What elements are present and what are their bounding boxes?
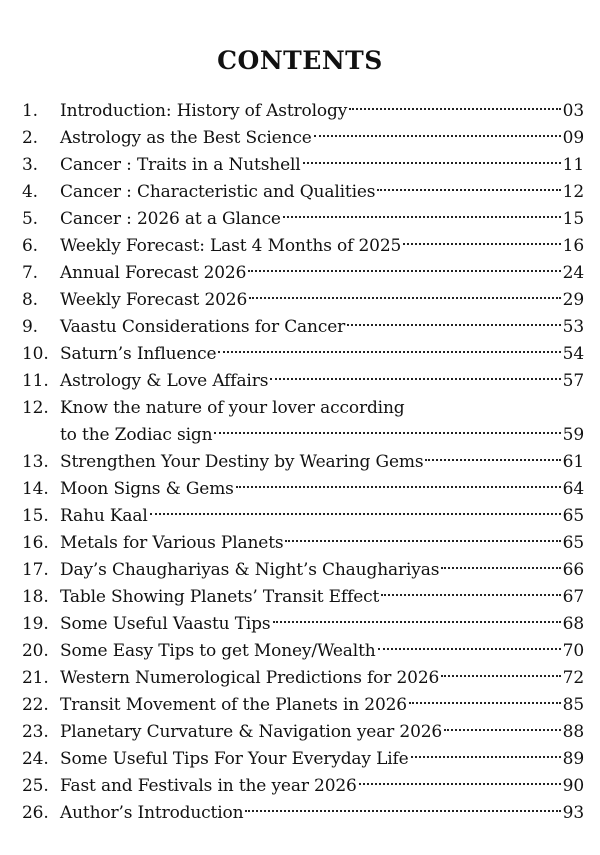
toc-entry (22, 179, 584, 206)
entry-number: 16. (22, 533, 49, 553)
entry-number: 19. (22, 614, 49, 634)
entry-page: 15 (562, 209, 584, 229)
entry-title: Author’s Introduction (60, 803, 244, 823)
dot-leader (245, 810, 560, 812)
dot-leader (444, 729, 561, 731)
entry-page: 70 (562, 641, 584, 661)
entry-page: 03 (562, 101, 584, 121)
dot-leader (285, 540, 560, 542)
dot-leader (347, 324, 561, 326)
entry-number: 24. (22, 749, 49, 769)
toc-entry (22, 503, 584, 530)
dot-leader (349, 108, 560, 110)
entry-page: 85 (562, 695, 584, 715)
entry-number: 22. (22, 695, 49, 715)
entry-number: 12. (22, 398, 49, 418)
toc-entry (22, 341, 584, 368)
entry-number: 14. (22, 479, 49, 499)
dot-leader (411, 756, 561, 758)
entry-number: 26. (22, 803, 49, 823)
entry-number: 4. (22, 182, 38, 202)
entry-page: 29 (562, 290, 584, 310)
dot-leader (377, 189, 560, 191)
entry-title: Cancer : Traits in a Nutshell (60, 155, 301, 175)
toc-entry (22, 476, 584, 503)
entry-title: Moon Signs & Gems (60, 479, 234, 499)
toc-entry (22, 125, 584, 152)
table-of-contents (22, 98, 584, 827)
toc-entry (22, 692, 584, 719)
entry-page: 61 (562, 452, 584, 472)
toc-entry (22, 530, 584, 557)
entry-title: Astrology as the Best Science (60, 128, 312, 148)
entry-page: 66 (562, 560, 584, 580)
entry-page: 72 (562, 668, 584, 688)
entry-title: Know the nature of your lover according (60, 398, 405, 418)
entry-number: 25. (22, 776, 49, 796)
dot-leader (441, 567, 560, 569)
entry-page: 67 (562, 587, 584, 607)
toc-entry (22, 368, 584, 395)
entry-page: 89 (562, 749, 584, 769)
entry-page: 16 (562, 236, 584, 256)
dot-leader (236, 486, 561, 488)
entry-title: Cancer : 2026 at a Glance (60, 209, 281, 229)
entry-number: 18. (22, 587, 49, 607)
toc-entry (22, 584, 584, 611)
entry-number: 13. (22, 452, 49, 472)
entry-page: 65 (562, 533, 584, 553)
dot-leader (249, 297, 561, 299)
entry-number: 10. (22, 344, 49, 364)
dot-leader (214, 432, 560, 434)
toc-entry (22, 98, 584, 125)
entry-title: Day’s Chaughariyas & Night’s Chaughariyas (60, 560, 440, 580)
entry-page: 59 (562, 425, 584, 445)
entry-number: 15. (22, 506, 49, 526)
entry-title: Fast and Festivals in the year 2026 (60, 776, 357, 796)
toc-entry (22, 800, 584, 827)
entry-title: Saturn’s Influence (60, 344, 217, 364)
dot-leader (273, 621, 561, 623)
entry-page: 54 (562, 344, 584, 364)
entry-title: Rahu Kaal (60, 506, 148, 526)
dot-leader (425, 459, 560, 461)
entry-number: 11. (22, 371, 49, 391)
entry-title: Planetary Curvature & Navigation year 2026 (60, 722, 443, 742)
dot-leader (359, 783, 561, 785)
entry-title: Weekly Forecast 2026 (60, 290, 248, 310)
entry-title: Western Numerological Predictions for 2026 (60, 668, 440, 688)
entry-title: Some Useful Vaastu Tips (60, 614, 271, 634)
dot-leader (303, 162, 561, 164)
entry-title: Cancer : Characteristic and Qualities (60, 182, 376, 202)
toc-entry (22, 206, 584, 233)
toc-entry (22, 557, 584, 584)
toc-entry (22, 233, 584, 260)
toc-entry (22, 638, 584, 665)
entry-page: 64 (562, 479, 584, 499)
entry-number: 17. (22, 560, 49, 580)
entry-title: Metals for Various Planets (60, 533, 284, 553)
entry-title: Weekly Forecast: Last 4 Months of 2025 (60, 236, 402, 256)
entry-number: 5. (22, 209, 38, 229)
entry-number: 20. (22, 641, 49, 661)
entry-number: 21. (22, 668, 49, 688)
dot-leader (381, 594, 560, 596)
toc-entry (22, 314, 584, 341)
dot-leader (441, 675, 560, 677)
toc-entry (22, 773, 584, 800)
entry-number: 9. (22, 317, 38, 337)
dot-leader (403, 243, 560, 245)
entry-page: 24 (562, 263, 584, 283)
entry-page: 09 (562, 128, 584, 148)
entry-number: 1. (22, 101, 38, 121)
entry-number: 2. (22, 128, 38, 148)
dot-leader (248, 270, 560, 272)
entry-page: 68 (562, 614, 584, 634)
entry-title: Strengthen Your Destiny by Wearing Gems (60, 452, 424, 472)
toc-entry (22, 665, 584, 692)
entry-title: Vaastu Considerations for Cancer (60, 317, 346, 337)
page-title: CONTENTS (217, 46, 383, 75)
entry-page: 65 (562, 506, 584, 526)
entry-title: Annual Forecast 2026 (60, 263, 247, 283)
toc-entry (22, 719, 584, 746)
toc-entry (22, 449, 584, 476)
entry-title: Some Useful Tips For Your Everyday Life (60, 749, 409, 769)
entry-title-continuation: to the Zodiac sign (60, 425, 213, 445)
entry-title: Transit Movement of the Planets in 2026 (60, 695, 407, 715)
entry-page: 93 (562, 803, 584, 823)
dot-leader (283, 216, 561, 218)
entry-title: Some Easy Tips to get Money/Wealth (60, 641, 376, 661)
entry-number: 6. (22, 236, 38, 256)
entry-page: 57 (562, 371, 584, 391)
dot-leader (270, 378, 560, 380)
toc-entry (22, 746, 584, 773)
dot-leader (378, 648, 561, 650)
dot-leader (409, 702, 561, 704)
dot-leader (314, 135, 561, 137)
entry-number: 8. (22, 290, 38, 310)
entry-number: 7. (22, 263, 38, 283)
entry-title: Table Showing Planets’ Transit Effect (60, 587, 380, 607)
entry-number: 3. (22, 155, 38, 175)
entry-title: Astrology & Love Affairs (60, 371, 269, 391)
dot-leader (150, 513, 561, 515)
entry-number: 23. (22, 722, 49, 742)
entry-page: 88 (562, 722, 584, 742)
toc-entry (22, 260, 584, 287)
entry-page: 12 (562, 182, 584, 202)
entry-page: 11 (562, 155, 584, 175)
toc-entry-multiline (22, 395, 584, 449)
toc-entry (22, 611, 584, 638)
toc-entry (22, 152, 584, 179)
entry-page: 90 (562, 776, 584, 796)
toc-entry (22, 287, 584, 314)
entry-page: 53 (562, 317, 584, 337)
dot-leader (218, 351, 560, 353)
entry-title: Introduction: History of Astrology (60, 101, 348, 121)
